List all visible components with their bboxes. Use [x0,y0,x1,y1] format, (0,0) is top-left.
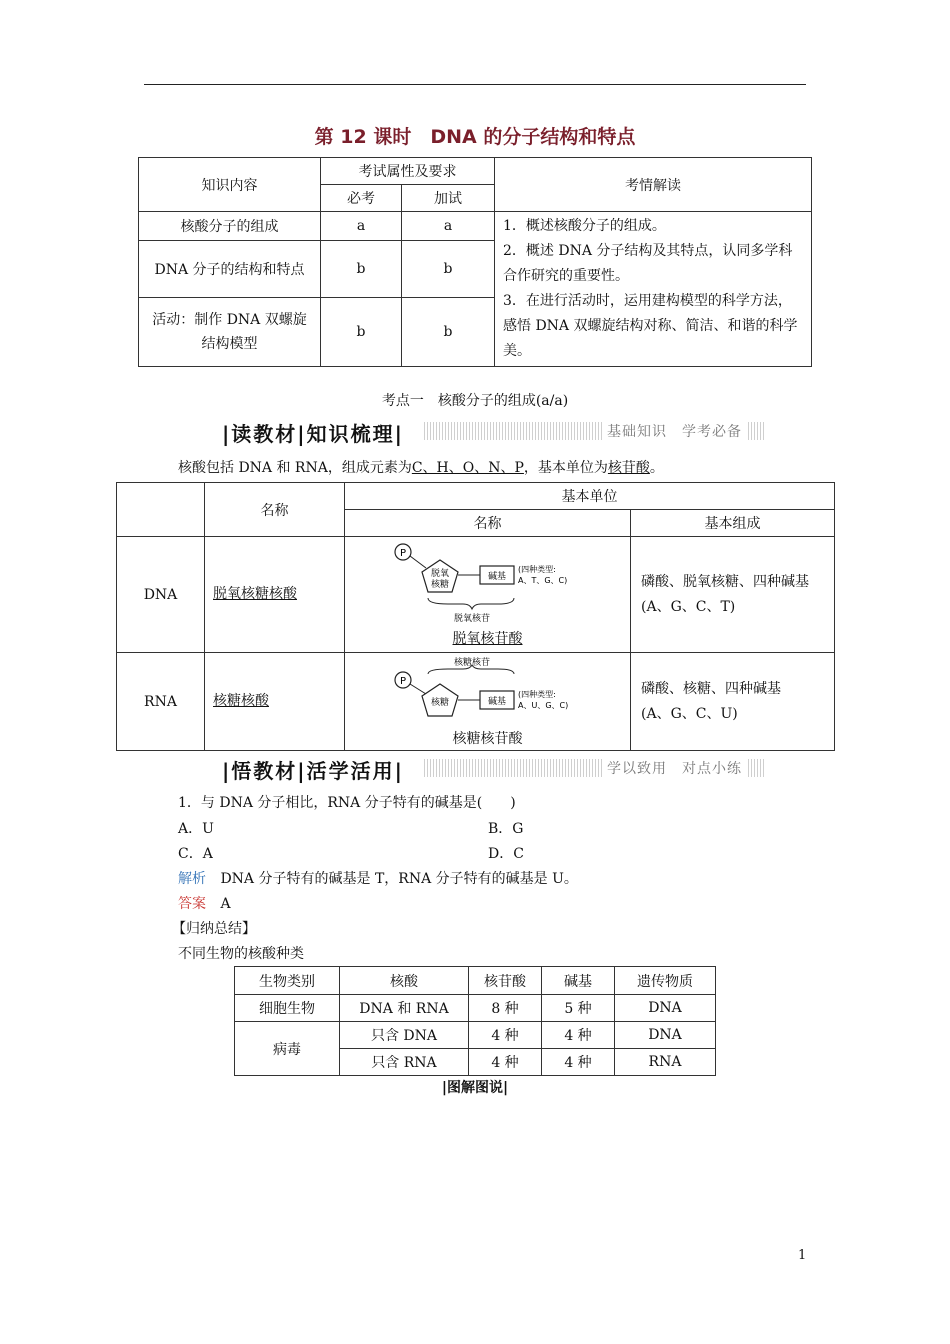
option-c: C．A [178,846,213,862]
svg-text:核糖: 核糖 [430,579,449,590]
row-content: 核酸分子的组成 [139,212,321,241]
cell: DNA 和 RNA [340,995,469,1022]
rna-unit-name: 核糖核苷酸 [452,730,523,747]
banner-tag: 学以致用 对点小练 [603,758,746,778]
svg-text:A、T、G、C): A、T、G、C) [517,575,567,585]
lesson-title: 第 12 课时 DNA 的分子结构和特点 [314,126,636,148]
interpret-cell [495,212,812,367]
diagram-explain-label: |图解图说| [441,1080,509,1096]
cell-virus: 病毒 [235,1022,340,1076]
row-plus: b [402,297,495,366]
ribonucleotide-diagram [388,656,588,718]
cell: 只含 RNA [340,1049,469,1076]
header-name: 名称 [205,483,345,537]
banner-title: |悟教材|活学活用| [222,759,404,783]
question-stem: 1．与 DNA 分子相比，RNA 分子特有的碱基是( ) [178,795,516,811]
cell: 4 种 [469,1049,542,1076]
col-header: 核苷酸 [469,967,542,995]
row-content: DNA 分子的结构和特点 [139,240,321,297]
col-header: 遗传物质 [615,967,716,995]
row-must: a [321,212,402,241]
col-header: 碱基 [542,967,615,995]
header-must: 必考 [321,185,402,212]
summary-title: 不同生物的核酸种类 [178,946,304,962]
option-a: A．U [178,821,214,837]
cell: 8 种 [469,995,542,1022]
rna-name: 核糖核酸 [213,693,269,709]
svg-text:(四种类型:: (四种类型: [517,564,556,574]
svg-text:碱基: 碱基 [487,696,506,707]
cell: 4 种 [542,1022,615,1049]
banner-apply [222,757,764,781]
dna-comp-bases: (A、G、C、T) [641,598,736,615]
rna-diagram-cell [345,653,631,751]
row-plus: b [402,240,495,297]
header-content: 知识内容 [139,158,321,212]
summary-heading: 【归纳总结】 [172,921,256,937]
rna-label: RNA [117,653,205,751]
dna-diagram-cell [345,537,631,653]
dna-unit-name: 脱氧核苷酸 [452,630,523,647]
organism-table [234,966,716,1076]
row-content: 活动：制作 DNA 双螺旋结构模型 [139,297,321,366]
answer-label: 答案 [178,896,206,912]
brace-label: 核糖核苷 [453,657,490,668]
cell: DNA [615,1022,716,1049]
dna-comp: 磷酸、脱氧核糖、四种碱基 [641,573,809,590]
phosphate-label: P [399,547,406,559]
header-attr: 考试属性及要求 [321,158,495,185]
elements: C、H、O、N、P [411,460,524,476]
svg-text:(四种类型:: (四种类型: [517,689,556,699]
row-must: b [321,240,402,297]
option-d: D．C [488,846,524,862]
page-number: 1 [798,1248,807,1263]
svg-text:A、U、G、C): A、U、G、C) [517,700,568,710]
cell: 4 种 [469,1022,542,1049]
cell: 5 种 [542,995,615,1022]
basic-unit: 核苷酸 [607,460,650,476]
cell: 4 种 [542,1049,615,1076]
answer: 答案 A [178,896,231,912]
unit-table [116,482,835,751]
row-plus: a [402,212,495,241]
deoxynucleotide-diagram [388,542,588,624]
interpret-item: 2．概述 DNA 分子结构及其特点，认同多学科合作研究的重要性。 [503,243,793,284]
option-b: B．G [488,821,524,837]
banner-read [222,420,764,444]
header-unit-name: 名称 [345,510,631,537]
analysis-label: 解析 [178,871,206,887]
rna-comp-bases: (A、G、C、U) [641,705,738,722]
row-must: b [321,297,402,366]
header-rule [144,84,806,85]
svg-text:脱氧: 脱氧 [430,568,449,579]
cell: DNA [615,995,716,1022]
cell: 只含 DNA [340,1022,469,1049]
brace-label: 脱氧核苷 [453,613,490,624]
svg-text:碱基: 碱基 [487,571,506,582]
rna-comp: 磷酸、核糖、四种碱基 [641,680,781,697]
banner-tag: 基础知识 学考必备 [603,421,746,441]
cell: RNA [615,1049,716,1076]
banner-title: |读教材|知识梳理| [222,422,404,446]
intro-text: 核酸包括 DNA 和 RNA，组成元素为C、H、O、N、P，基本单位为核苷酸。 [178,460,664,476]
cell: 细胞生物 [235,995,340,1022]
header-plus: 加试 [402,185,495,212]
section-heading: 考点一 核酸分子的组成(a/a) [381,393,569,409]
svg-text:核糖: 核糖 [430,697,449,708]
dna-label: DNA [117,537,205,653]
col-header: 生物类别 [235,967,340,995]
col-header: 核酸 [340,967,469,995]
requirements-table [138,157,812,367]
dna-name: 脱氧核糖核酸 [213,586,297,602]
interpret-item: 3．在进行活动时，运用建构模型的科学方法，感悟 DNA 双螺旋结构对称、简洁、和谐的科学美。 [503,293,798,359]
header-interpret: 考情解读 [495,158,812,212]
phosphate-label: P [399,675,406,687]
header-unit: 基本单位 [345,483,835,510]
interpret-item: 1．概述核酸分子的组成。 [503,218,666,234]
header-unit-comp: 基本组成 [631,510,835,537]
analysis: 解析 DNA 分子特有的碱基是 T，RNA 分子特有的碱基是 U。 [178,871,578,887]
